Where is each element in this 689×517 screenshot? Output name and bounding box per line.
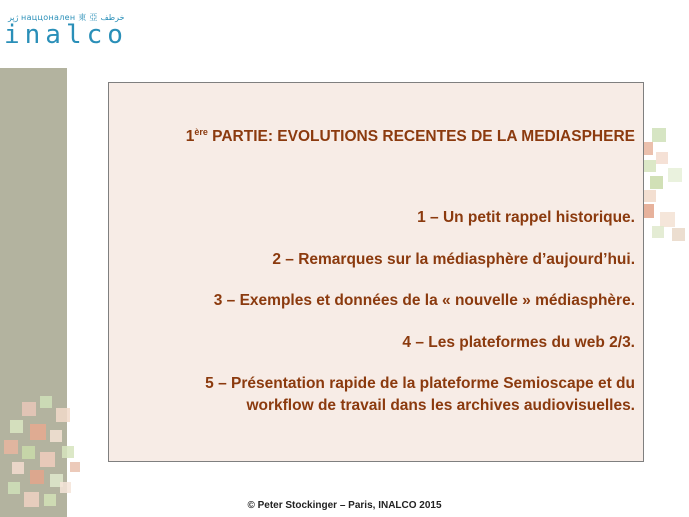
- footer-copyright: © Peter Stockinger – Paris, INALCO 2015: [247, 500, 442, 511]
- slide-title: [186, 127, 635, 146]
- logo-wordmark: inalco: [4, 20, 128, 50]
- inalco-logo: [0, 12, 128, 52]
- title-superscript: ère: [194, 127, 208, 137]
- list-item: 4 – Les plateformes du web 2/3.: [402, 334, 635, 351]
- list-item: 3 – Exemples et données de la « nouvelle » médiasphère.: [213, 292, 635, 309]
- logo-script-text: ژپر наццонален 東 亞 خرطف: [8, 13, 125, 22]
- list-item-continuation: workflow de travail dans les archives audiovisuelles.: [246, 397, 635, 414]
- list-item: 1 – Un petit rappel historique.: [417, 209, 635, 226]
- list-item: 5 – Présentation rapide de la plateforme Semioscape et du: [205, 375, 635, 392]
- title-text: PARTIE: EVOLUTIONS RECENTES DE LA MEDIASPHERE: [207, 128, 635, 146]
- slide-content-box: [108, 82, 644, 462]
- title-number: 1: [185, 128, 195, 146]
- list-item: 2 – Remarques sur la médiasphère d’aujourd’hui.: [272, 251, 635, 268]
